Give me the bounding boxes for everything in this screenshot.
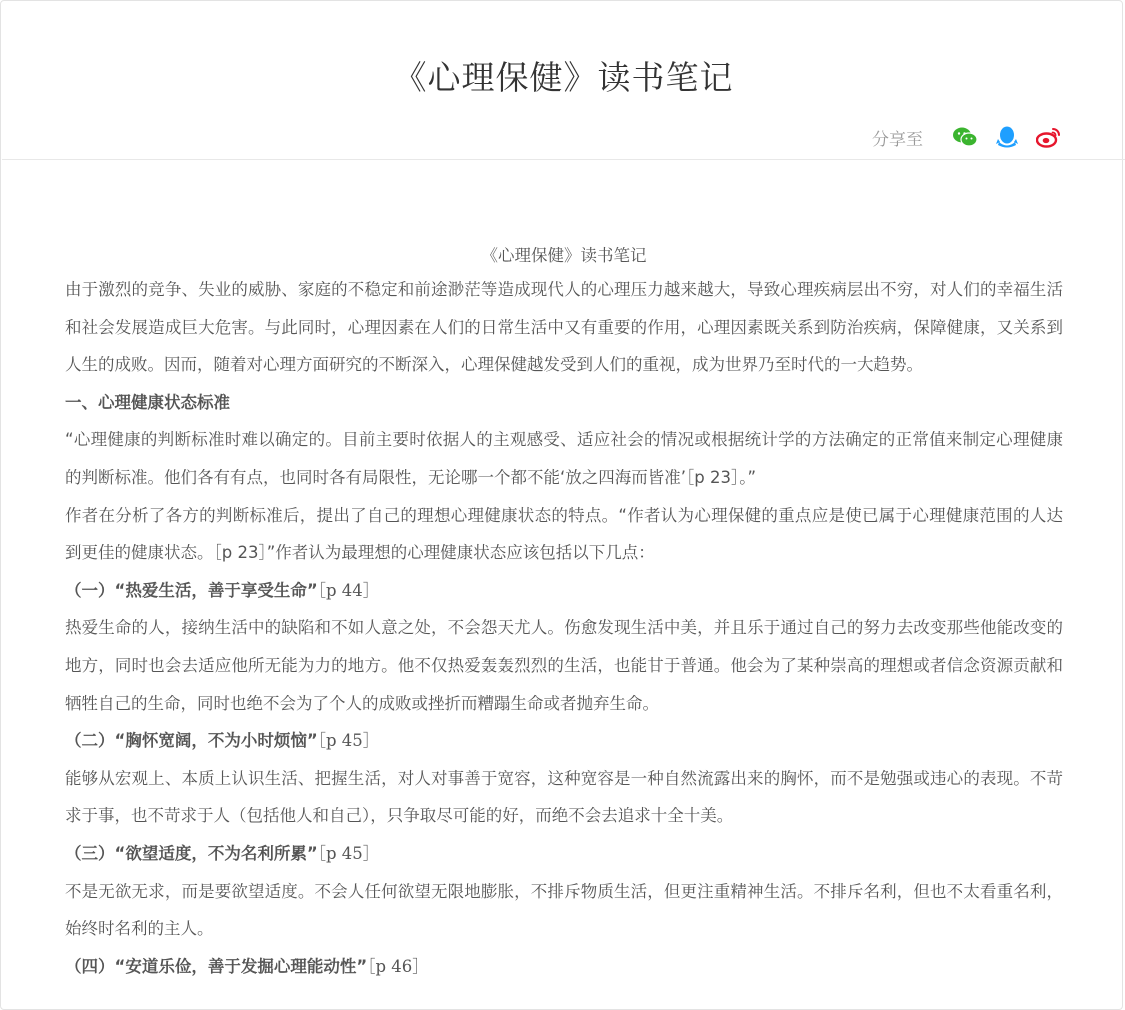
page-reference: ［p 44］ — [317, 580, 380, 600]
weibo-icon[interactable] — [1035, 124, 1063, 150]
point-heading — [65, 835, 1063, 873]
wechat-icon[interactable] — [951, 124, 979, 150]
qq-icon[interactable] — [993, 124, 1021, 150]
document-header — [2, 2, 1125, 160]
point-heading — [65, 948, 1063, 986]
intro-paragraph: 由于激烈的竞争、失业的威胁、家庭的不稳定和前途渺茫等造成现代人的心理压力越来越大，导致心理疾病层出不穷，对人们的幸福生活和社会发展造成巨大危害。与此同时，心理因素在人们的日常生活中又有重要的作用，心理因素既关系到防治疾病，保障健康，又关系到人生的成败。因而，随着对心理方面研究的不断深入，心理保健越发受到人们的重视，成为世界乃至时代的一大趋势。 — [65, 280, 1063, 375]
point-heading-text: （二）“胸怀宽阔，不为小时烦恼” — [65, 731, 318, 751]
section-heading: 一、心理健康状态标准 — [65, 392, 230, 412]
page-reference: ［p 45］ — [317, 731, 380, 751]
body-paragraph: 能够从宏观上、本质上认识生活、把握生活，对人对事善于宽容，这种宽容是一种自然流露出来的胸怀，而不是勉强或违心的表现。不苛求于事，也不苛求于人（包括他人和自己），只争取尽可能的好，而绝不会去追求十全十美。 — [65, 768, 1063, 826]
share-label: 分享至 — [872, 129, 923, 150]
quote-paragraph: “心理健康的判断标准时难以确定的。目前主要时依据人的主观感受、适应社会的情况或根据统计学的方法确定的正常值来制定心理健康的判断标准。他们各有有点，也同时各有局限性，无论哪一个都不能‘放之四海而皆准’［p 23］。” — [65, 430, 1063, 487]
point-heading-text: （四）“安道乐俭，善于发掘心理能动性” — [65, 956, 368, 976]
share-bar — [872, 124, 1063, 150]
article-content — [65, 241, 1063, 985]
point-heading — [65, 722, 1063, 760]
point-heading-text: （一）“热爱生活，善于享受生命” — [65, 580, 318, 600]
page-reference: ［p 46］ — [367, 956, 429, 976]
body-paragraph: 不是无欲无求，而是要欲望适度。不会人任何欲望无限地膨胀，不排斥物质生活，但更注重精神生活。不排斥名利，但也不太看重名利，始终时名利的主人。 — [65, 881, 1063, 939]
body-paragraph: 作者在分析了各方的判断标准后，提出了自己的理想心理健康状态的特点。“作者认为心理保健的重点应是使已属于心理健康范围的人达到更佳的健康状态。［p 23］”作者认为最理想的心理健康状态应该包括以下几点： — [65, 505, 1063, 563]
point-heading — [65, 572, 1063, 610]
body-paragraph: 热爱生命的人，接纳生活中的缺陷和不如人意之处，不会怨天尤人。伤愈发现生活中美，并且乐于通过自己的努力去改变那些他能改变的地方，同时也会去适应他所无能为力的地方。他不仅热爱轰轰烈烈的生活，也能甘于普通。他会为了某种崇高的理想或者信念资源贡献和牺牲自己的生命，同时也绝不会为了个人的成败或挫折而糟蹋生命或者抛弃生命。 — [65, 618, 1063, 713]
article-title: 《心理保健》读书笔记 — [481, 246, 647, 265]
page-reference: ［p 45］ — [317, 843, 380, 863]
page-title: 《心理保健》读书笔记 — [393, 58, 734, 97]
point-heading-text: （三）“欲望适度，不为名利所累” — [65, 843, 318, 863]
